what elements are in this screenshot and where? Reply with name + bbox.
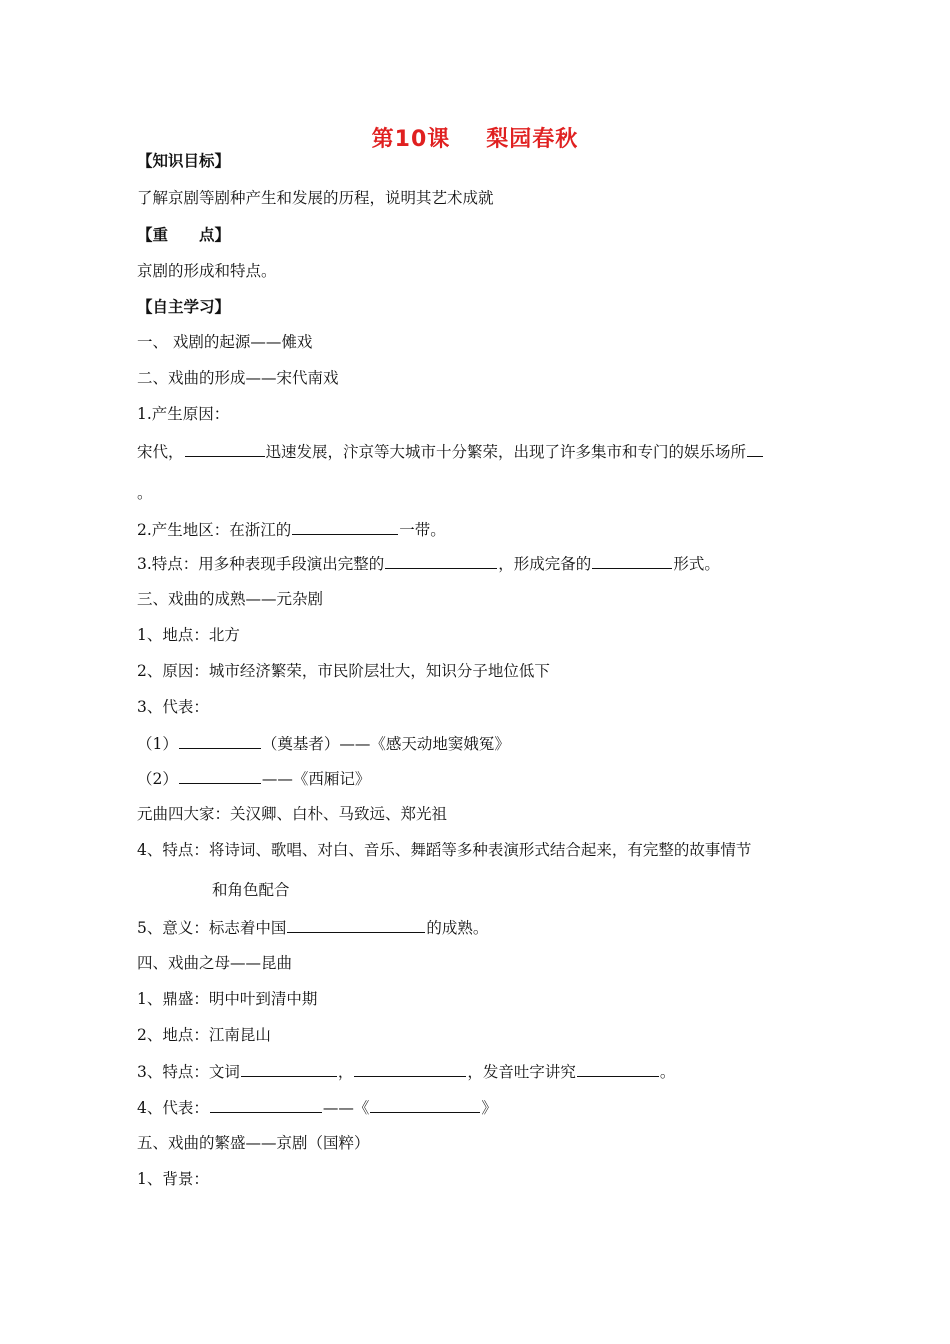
fill-blank[interactable] xyxy=(370,1097,480,1113)
text-segment: 形式。 xyxy=(673,555,720,573)
fill-blank[interactable] xyxy=(241,1061,337,1077)
knowledge-goal-text: 了解京剧等剧种产生和发展的历程，说明其艺术成就 xyxy=(137,189,494,207)
text-segment: 的成熟。 xyxy=(426,919,489,937)
reason-text: 2、原因：城市经济繁荣，市民阶层壮大，知识分子地位低下 xyxy=(137,662,550,680)
text-segment: 3.特点：用多种表现手段演出完整的 xyxy=(137,555,385,573)
feature-text xyxy=(137,553,720,574)
text-segment: （2） xyxy=(137,770,178,788)
fill-blank[interactable] xyxy=(185,441,265,457)
fill-blank[interactable] xyxy=(577,1061,659,1077)
representative-label: 3、代表： xyxy=(137,698,209,716)
key-point-text: 京剧的形成和特点。 xyxy=(137,262,277,280)
text-segment: 宋代， xyxy=(137,443,184,461)
text-segment: 2.产生地区：在浙江的 xyxy=(137,521,292,539)
fill-blank[interactable] xyxy=(210,1097,322,1113)
region-text xyxy=(137,519,446,540)
heading-formation: 二、戏曲的形成——宋代南戏 xyxy=(137,369,339,387)
background-label: 1、背景： xyxy=(137,1170,209,1188)
fill-blank[interactable] xyxy=(592,553,672,569)
text-segment: （奠基者）——《感天动地窦娥冤》 xyxy=(261,735,510,753)
significance-text xyxy=(137,917,488,938)
four-masters-text: 元曲四大家：关汉卿、白朴、马致远、郑光祖 xyxy=(137,805,448,823)
yuan-feature-text-cont: 和角色配合 xyxy=(212,881,290,899)
heading-peking-opera: 五、戏曲的繁盛——京剧（国粹） xyxy=(137,1134,370,1152)
yuan-feature-text: 4、特点：将诗词、歌唱、对白、音乐、舞蹈等多种表演形式结合起来，有完整的故事情节 xyxy=(137,841,752,859)
text-segment: ， xyxy=(337,1063,354,1081)
text-segment: 4、代表： xyxy=(137,1099,209,1117)
text-segment: ，发音吐字讲究 xyxy=(467,1063,576,1081)
section-heading-knowledge-goal: 【知识目标】 xyxy=(137,152,231,170)
heading-origin: 一、 戏剧的起源——傩戏 xyxy=(137,333,313,351)
fill-blank[interactable] xyxy=(287,917,425,933)
cause-text-end: 。 xyxy=(137,484,153,502)
fill-blank[interactable] xyxy=(292,519,398,535)
kunqu-location-text: 2、地点：江南昆山 xyxy=(137,1026,271,1044)
lesson-name: 梨园春秋 xyxy=(486,127,579,152)
peak-text: 1、鼎盛：明中叶到清中期 xyxy=(137,990,318,1008)
text-segment: 。 xyxy=(659,1063,676,1081)
text-segment: ——《 xyxy=(322,1099,370,1117)
representative-item-2 xyxy=(137,768,370,789)
representative-item-1 xyxy=(137,733,510,754)
cause-label: 1.产生原因： xyxy=(137,405,230,423)
kunqu-representative-text xyxy=(137,1097,497,1118)
cause-text xyxy=(137,441,764,462)
fill-blank[interactable] xyxy=(179,768,261,784)
heading-maturity: 三、戏曲的成熟——元杂剧 xyxy=(137,590,324,608)
fill-blank[interactable] xyxy=(747,441,763,457)
text-segment: ，形成完备的 xyxy=(498,555,592,573)
fill-blank[interactable] xyxy=(354,1061,466,1077)
text-segment: ——《西厢记》 xyxy=(261,770,371,788)
text-segment: 3、特点：文词 xyxy=(137,1063,240,1081)
fill-blank[interactable] xyxy=(385,553,497,569)
section-heading-key-point: 【重 点】 xyxy=(137,226,231,244)
fill-blank[interactable] xyxy=(179,733,261,749)
text-segment: 迅速发展，汴京等大城市十分繁荣，出现了许多集市和专门的娱乐场所 xyxy=(265,443,747,461)
text-segment: 一带。 xyxy=(399,521,446,539)
heading-kunqu: 四、戏曲之母——昆曲 xyxy=(137,954,293,972)
section-heading-self-study: 【自主学习】 xyxy=(137,298,231,316)
text-segment: 5、意义：标志着中国 xyxy=(137,919,287,937)
lesson-number: 第10课 xyxy=(371,127,451,152)
text-segment: （1） xyxy=(137,735,178,753)
location-text: 1、地点：北方 xyxy=(137,626,240,644)
text-segment: 》 xyxy=(481,1099,497,1117)
kunqu-feature-text xyxy=(137,1061,675,1082)
page-title xyxy=(0,122,950,153)
